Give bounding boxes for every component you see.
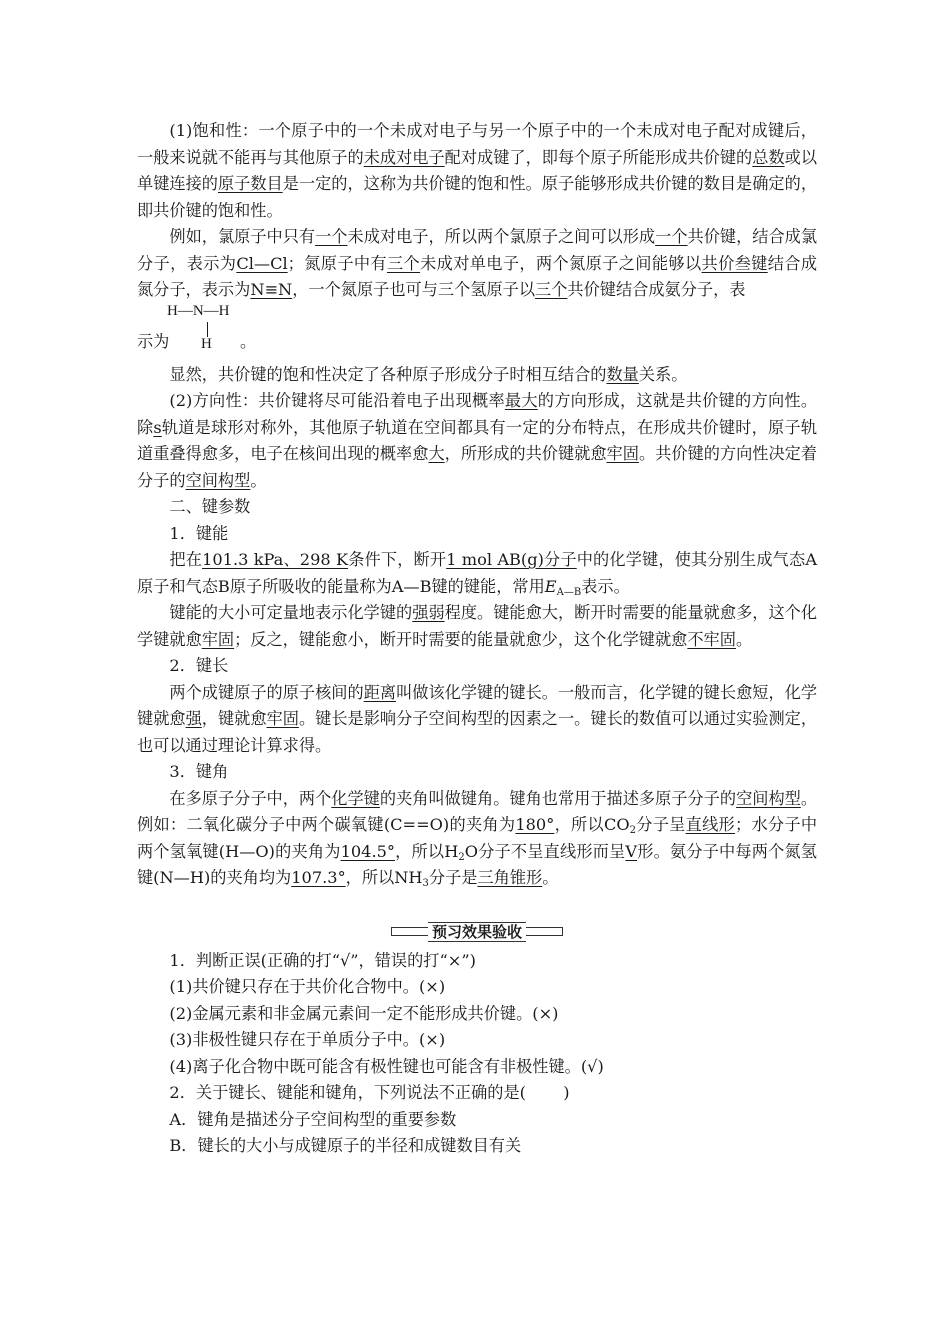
banner-right-ornament <box>526 927 563 936</box>
bond-length-paragraph: 两个成键原子的原子核间的距离叫做该化学键的键长。一般而言，化学键的键长愈短，化学键就愈强，键就愈牢固。键长是影响分子空间构型的因素之一。键长的数值可以通过实验测定，也可以通过理论计算求得。 <box>137 682 818 755</box>
banner-title: 预习效果验收 <box>428 922 526 942</box>
heading-bond-angle: 3．键角 <box>169 762 229 781</box>
question-1-item-1: (1)共价键只存在于共价化合物中。(×) <box>169 977 446 996</box>
question-1-item-3: (3)非极性键只存在于单质分子中。(×) <box>169 1030 446 1049</box>
banner-left-ornament <box>391 927 428 936</box>
formula-label: 示为 <box>137 331 170 351</box>
bond-energy-paragraph-2: 键能的大小可定量地表示化学键的强弱程度。键能愈大，断开时需要的能量就愈多，这个化学键就愈牢固；反之，键能愈小，断开时需要的能量就愈少，这个化学键就愈不牢固。 <box>137 603 818 649</box>
section-heading-bond-parameters: 二、键参数 <box>169 497 251 516</box>
bond-angle-paragraph: 在多原子分子中，两个化学键的夹角叫做键角。键角也常用于描述多原子分子的空间构型。例如：二氧化碳分子中两个碳氧键(C==O)的夹角为180°，所以$CO_2$分子呈直线形；水分子中两个氢氧键(H—O)的夹角为104.5°，所以$H_2O$分子不呈直线形而呈V形。氨分子中每两个氮氢键(N—H)的夹角均为107.3°，所以$NH_3$分子是三角锥形。 <box>137 788 818 889</box>
question-1-stem: 1．判断正误(正确的打“√”，错误的打“×”) <box>169 950 476 970</box>
question-2-option-a: A．键角是描述分子空间构型的重要参数 <box>169 1109 457 1129</box>
question-1-item-2: (2)金属元素和非金属元素间一定不能形成共价键。(×) <box>169 1003 559 1023</box>
preview-check-banner <box>137 922 817 942</box>
question-2-option-b: B．键长的大小与成键原子的半径和成键数目有关 <box>169 1136 522 1155</box>
bond-energy-paragraph: 把在101.3 kPa、298 K条件下，断开1 mol AB(g)分子中的化学键，使其分别生成气态A原子和气态B原子所吸收的能量称为A—B键的键能，常用$E_{A—B}$表示。 <box>137 550 818 598</box>
formula-bottom-h: H <box>201 335 212 352</box>
question-2-stem: 2．关于键长、键能和键角，下列说法不正确的是( ) <box>169 1083 570 1102</box>
saturation-paragraph: (1)饱和性：一个原子中的一个未成对电子与另一个原子中的一个未成对电子配对成键后，一般来说就不能再与其他原子的未成对电子配对成键了，即每个原子所能形成共价键的总数或以单键连接的原子数目是一定的，这称为共价键的饱和性。原子能够形成共价键的数目是确定的，即共价键的饱和性。 <box>137 121 818 220</box>
direction-paragraph: (2)方向性：共价键将尽可能沿着电子出现概率最大的方向形成，这就是共价键的方向性。除s轨道是球形对称外，其他原子轨道在空间都具有一定的分布特点，在形成共价键时，原子轨道重叠得愈多，电子在核间出现的概率愈大，所形成的共价键就愈牢固。共价键的方向性决定着分子的空间构型。 <box>137 391 818 490</box>
formula-period: 。 <box>240 331 257 351</box>
obviously-paragraph: 显然，共价键的饱和性决定了各种原子形成分子时相互结合的数量关系。 <box>169 364 688 384</box>
heading-bond-energy: 1．键能 <box>169 523 229 543</box>
formula-vertical-bond <box>207 322 208 337</box>
heading-bond-length: 2．键长 <box>169 656 229 675</box>
ammonia-structural-formula <box>137 302 817 362</box>
formula-top-row: H—N—H <box>167 302 230 319</box>
example-paragraph: 例如，氯原子中只有一个未成对电子，所以两个氯原子之间可以形成一个共价键，结合成氯分子，表示为Cl—Cl；氮原子中有三个未成对单电子，两个氮原子之间能够以共价叁键结合成氮分子，表示为N≡N，一个氮原子也可与三个氢原子以三个共价键结合成氨分子，表 <box>137 227 818 299</box>
question-1-item-4: (4)离子化合物中既可能含有极性键也可能含有非极性键。(√) <box>169 1056 604 1076</box>
document-page <box>137 118 817 1160</box>
